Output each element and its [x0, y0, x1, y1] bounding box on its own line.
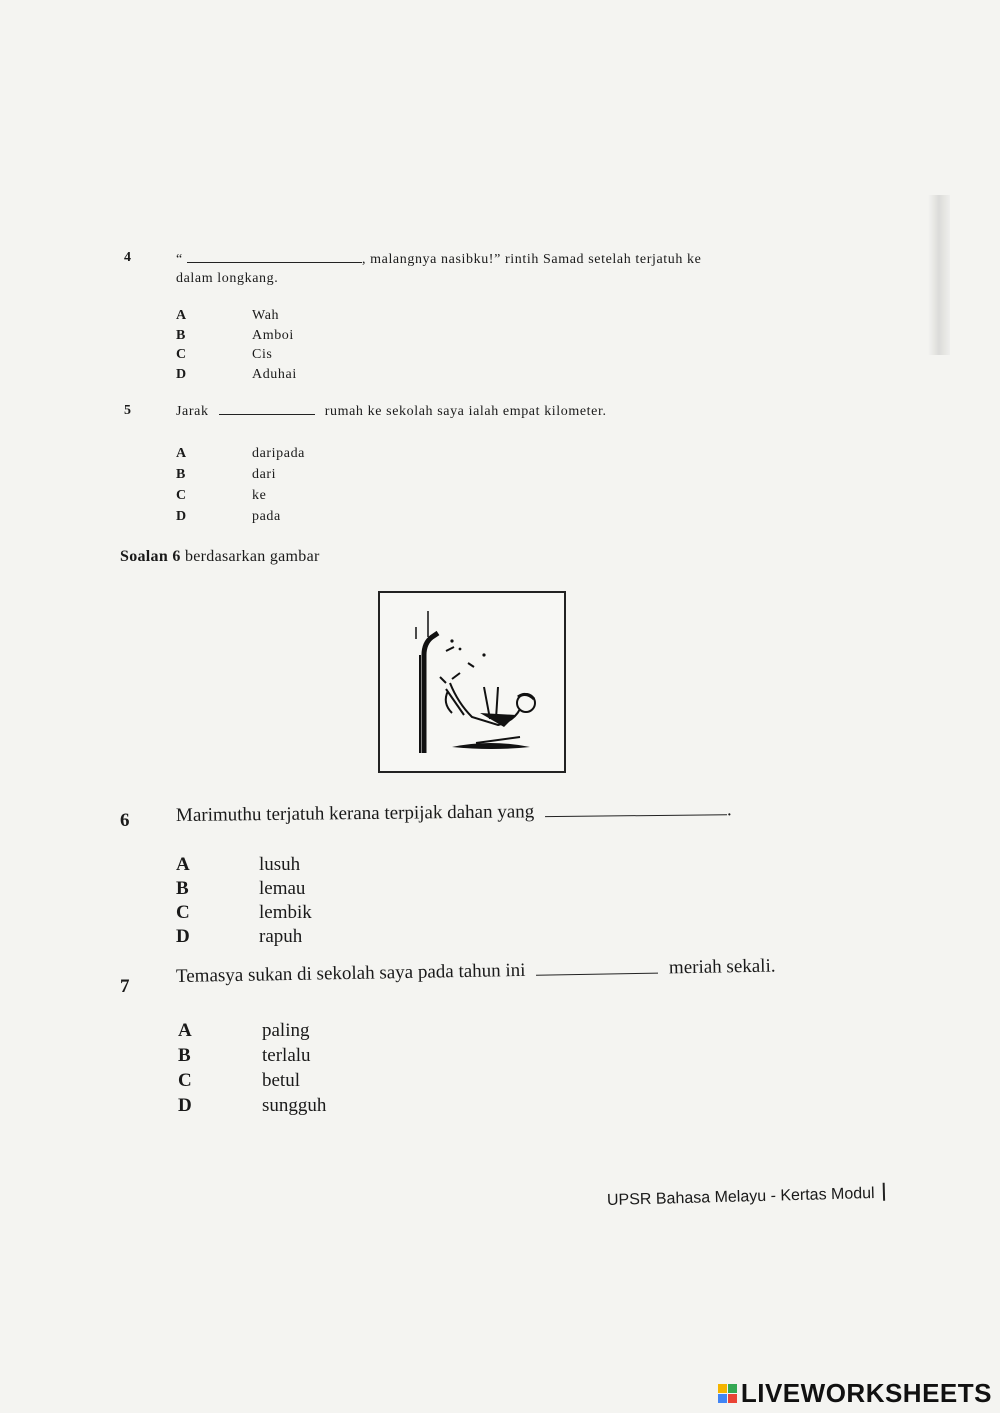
question-7-text [176, 954, 876, 988]
page-fold-shadow [928, 195, 950, 355]
question-6-picture [378, 591, 566, 773]
logo-square [718, 1384, 727, 1393]
footer-text: UPSR Bahasa Melayu - Kertas Modul [606, 1184, 875, 1209]
q4-option-b[interactable] [176, 328, 436, 348]
question-5-number: 5 [124, 403, 132, 418]
section-6-heading-bold: Soalan 6 [120, 548, 181, 565]
option-letter: A [176, 854, 190, 875]
option-letter: B [176, 878, 189, 899]
question-5-text-before: Jarak [176, 404, 209, 419]
liveworksheets-logo-icon [718, 1384, 737, 1403]
option-text: sungguh [262, 1095, 327, 1116]
q5-option-b[interactable] [176, 467, 436, 488]
q7-option-d[interactable] [178, 1095, 438, 1120]
option-letter: D [178, 1095, 192, 1116]
option-text: lemau [259, 878, 306, 899]
question-4-number: 4 [124, 250, 132, 265]
option-text: terlalu [262, 1045, 311, 1066]
section-6-heading-rest: berdasarkan gambar [184, 548, 320, 565]
question-5-text-after: rumah ke sekolah saya ialah empat kilometer. [324, 404, 607, 419]
question-5-text [176, 404, 856, 420]
question-6-blank[interactable] [545, 814, 727, 817]
q5-option-d[interactable] [176, 509, 436, 530]
option-letter: B [178, 1045, 191, 1066]
q4-option-d[interactable] [176, 367, 436, 387]
question-7-text-after: meriah sekali. [668, 955, 776, 979]
question-7-number: 7 [120, 976, 130, 997]
question-6-text-after: . [726, 799, 732, 821]
question-4-text-after: , malangnya nasibku!” rintih Samad setelah terjatuh ke [361, 252, 702, 267]
question-4-blank[interactable] [187, 262, 362, 263]
question-6-number: 6 [120, 810, 130, 831]
q6-option-c[interactable] [176, 902, 436, 926]
option-letter: C [176, 902, 190, 923]
option-text: ke [252, 488, 267, 503]
option-text: Aduhai [252, 366, 297, 382]
q6-option-d[interactable] [176, 926, 436, 950]
q7-option-c[interactable] [178, 1070, 438, 1095]
option-text: paling [262, 1020, 310, 1041]
option-text: daripada [252, 446, 305, 461]
option-letter: C [176, 488, 187, 503]
question-6-text [176, 798, 856, 827]
q7-option-a[interactable] [178, 1020, 438, 1045]
option-letter: B [176, 327, 186, 343]
q4-option-c[interactable] [176, 347, 436, 367]
option-letter: C [178, 1070, 192, 1091]
option-text: Wah [252, 308, 280, 323]
option-letter: A [178, 1020, 192, 1041]
option-text: lusuh [259, 854, 301, 875]
q7-option-b[interactable] [178, 1045, 438, 1070]
option-letter: D [176, 509, 187, 524]
question-6-text-before: Marimuthu terjatuh kerana terpijak dahan yang [175, 801, 535, 826]
option-text: dari [252, 467, 277, 482]
q5-option-a[interactable] [176, 446, 436, 467]
option-text: Cis [252, 347, 273, 362]
logo-square [728, 1394, 737, 1403]
logo-square [728, 1384, 737, 1393]
option-letter: C [176, 347, 187, 362]
question-4-open-quote: “ [176, 252, 183, 267]
option-text: Amboi [252, 327, 294, 343]
footer-divider [882, 1183, 884, 1201]
question-4-text-line2: dalam longkang. [176, 271, 279, 286]
option-text: rapuh [259, 926, 303, 947]
option-letter: B [176, 467, 186, 482]
option-text: pada [252, 509, 281, 524]
option-letter: A [176, 446, 187, 461]
q5-option-c[interactable] [176, 488, 436, 509]
option-letter: D [176, 926, 190, 947]
brand-text: LIVEWORKSHEETS [740, 1378, 992, 1408]
question-7-text-before: Temasya sukan di sekolah saya pada tahun ini [175, 959, 526, 987]
option-letter: A [176, 308, 187, 323]
liveworksheets-brand [718, 1378, 992, 1409]
question-4-text [176, 252, 856, 268]
logo-square [718, 1394, 727, 1403]
page-footer [607, 1183, 885, 1210]
q6-option-a[interactable] [176, 854, 436, 878]
section-6-heading [120, 548, 320, 566]
falling-boy-illustration [380, 593, 564, 771]
q4-option-a[interactable] [176, 308, 436, 328]
option-text: lembik [259, 902, 312, 923]
option-letter: D [176, 366, 187, 382]
question-7-blank[interactable] [536, 973, 658, 976]
question-5-blank[interactable] [219, 414, 315, 415]
option-text: betul [262, 1070, 300, 1091]
q6-option-b[interactable] [176, 878, 436, 902]
